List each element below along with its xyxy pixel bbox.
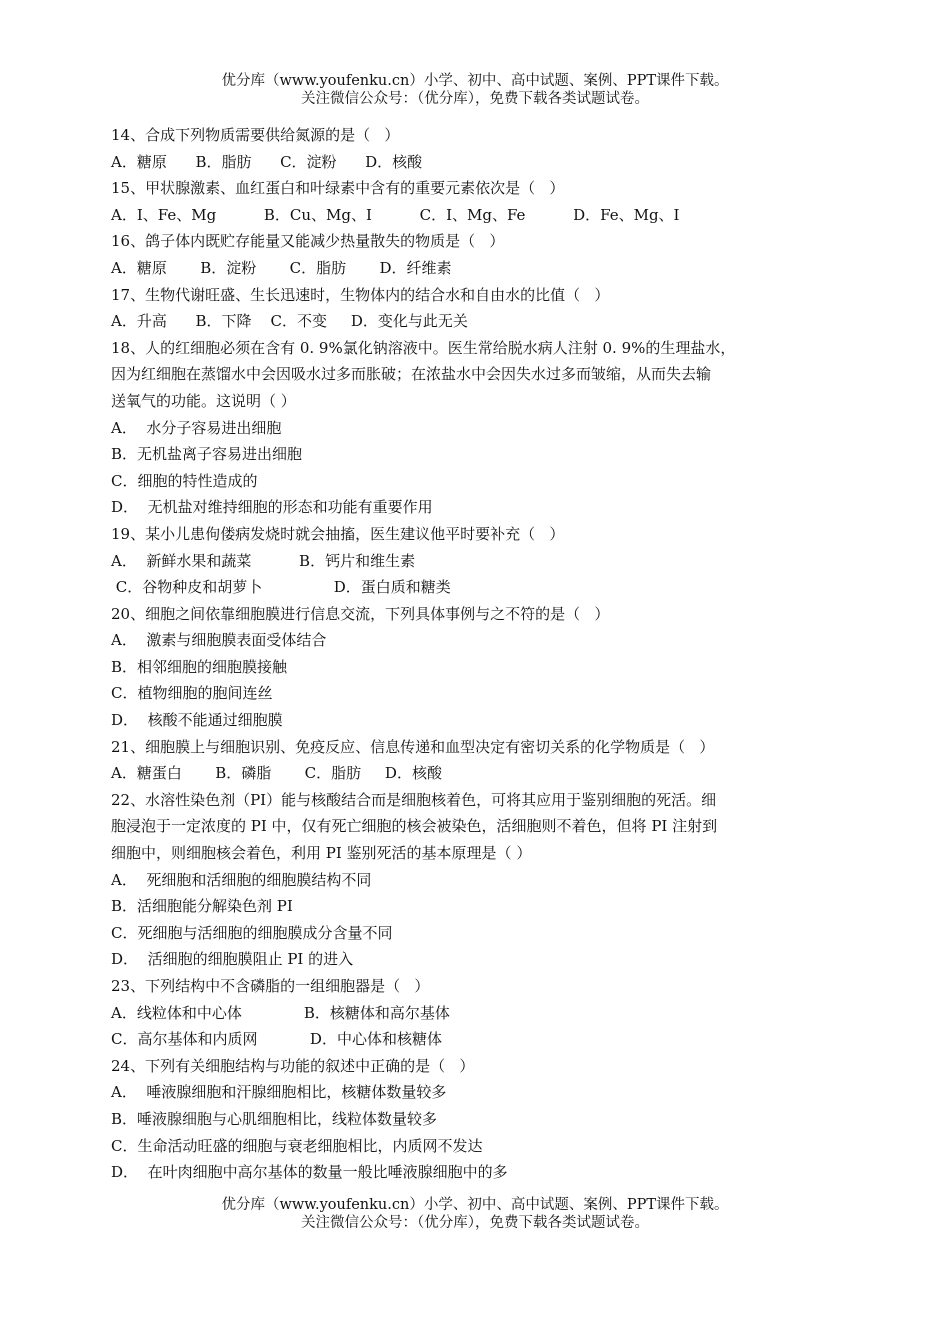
question-line: A． 死细胞和活细胞的细胞膜结构不同 bbox=[111, 870, 372, 889]
question-paragraph: 18、人的红细胞必须在含有 0. 9%氯化钠溶液中。医生常给脱水病人注射 0. 9%的生理盐水， 因为红细胞在蒸馏水中会因吸水过多而胀破；在浓盐水中会因失水过多而皱缩，从而失去输 送氧气的功能。这说明（ ） bbox=[111, 338, 736, 410]
question-line: 19、某小儿患佝偻病发烧时就会抽搐，医生建议他平时要补充（ ） bbox=[111, 524, 565, 543]
question-line: A．糖蛋白 B．磷脂 C．脂肪 D．核酸 bbox=[111, 764, 442, 783]
footer-line-2: 关注微信公众号：（优分库），免费下载各类试题试卷。 bbox=[301, 1215, 649, 1231]
question-paragraph: 22、水溶性染色剂（PI）能与核酸结合而是细胞核着色，可将其应用于鉴别细胞的死活。细 胞浸泡于一定浓度的 PI 中，仅有死亡细胞的核会被染色，活细胞则不着色，但将 PI 注射到 细胞中，则细胞核会着色，利用 PI 鉴别死活的基本原理是（ ） bbox=[111, 790, 718, 863]
question-line: A． 激素与细胞膜表面受体结合 bbox=[111, 631, 327, 650]
question-line: D． 在叶肉细胞中高尔基体的数量一般比唾液腺细胞中的多 bbox=[111, 1163, 508, 1182]
question-line: A． 新鲜水果和蔬菜 B．钙片和维生素 bbox=[111, 551, 416, 570]
question-content bbox=[111, 122, 836, 1186]
question-line: A．糖原 B．淀粉 C．脂肪 D．纤维素 bbox=[111, 258, 452, 277]
question-line: A．线粒体和中心体 B．核糖体和高尔基体 bbox=[111, 1003, 450, 1022]
question-line: C．谷物种皮和胡萝卜 D．蛋白质和糖类 bbox=[111, 578, 451, 597]
question-line: 15、甲状腺激素、血红蛋白和叶绿素中含有的重要元素依次是（ ） bbox=[111, 179, 565, 198]
page-footer bbox=[0, 1196, 950, 1232]
question-line: D． 核酸不能通过细胞膜 bbox=[111, 711, 283, 730]
question-line: B．唾液腺细胞与心肌细胞相比，线粒体数量较多 bbox=[111, 1109, 438, 1128]
question-line: C．高尔基体和内质网 D．中心体和核糖体 bbox=[111, 1030, 442, 1049]
question-line: 16、鸽子体内既贮存能量又能减少热量散失的物质是（ ） bbox=[111, 232, 505, 251]
question-line: 23、下列结构中不含磷脂的一组细胞器是（ ） bbox=[111, 977, 430, 995]
question-line: C．植物细胞的胞间连丝 bbox=[111, 684, 273, 703]
question-line: C．生命活动旺盛的细胞与衰老细胞相比，内质网不发达 bbox=[111, 1136, 483, 1155]
question-line: 21、细胞膜上与细胞识别、免疫反应、信息传递和血型决定有密切关系的化学物质是（ ） bbox=[111, 737, 715, 756]
question-line: 17、生物代谢旺盛、生长迅速时，生物体内的结合水和自由水的比值（ ） bbox=[111, 285, 610, 304]
question-line: A．升高 B．下降 C．不变 D．变化与此无关 bbox=[111, 312, 468, 331]
question-line: A．I、Fe、Mg B．Cu、Mg、I C．I、Mg、Fe D．Fe、Mg、I bbox=[111, 205, 680, 224]
question-line: 24、下列有关细胞结构与功能的叙述中正确的是（ ） bbox=[111, 1056, 475, 1075]
question-line: A． 唾液腺细胞和汗腺细胞相比，核糖体数量较多 bbox=[111, 1083, 447, 1102]
question-line: B．相邻细胞的细胞膜接触 bbox=[111, 657, 288, 676]
header-line-2: 关注微信公众号：（优分库），免费下载各类试题试卷。 bbox=[301, 91, 649, 107]
question-line: D． 无机盐对维持细胞的形态和功能有重要作用 bbox=[111, 498, 433, 517]
question-line: C．死细胞与活细胞的细胞膜成分含量不同 bbox=[111, 923, 393, 942]
page-header bbox=[0, 72, 950, 108]
question-line: B．活细胞能分解染色剂 PI bbox=[111, 897, 293, 916]
question-line: C．细胞的特性造成的 bbox=[111, 471, 258, 490]
question-line: 20、细胞之间依靠细胞膜进行信息交流，下列具体事例与之不符的是（ ） bbox=[111, 604, 610, 623]
footer-line-1: 优分库（www.youfenku.cn）小学、初中、高中试题、案例、PPT课件下载。 bbox=[221, 1197, 729, 1213]
question-line: A． 水分子容易进出细胞 bbox=[111, 418, 282, 437]
question-line: 14、合成下列物质需要供给氮源的是（ ） bbox=[111, 126, 400, 144]
question-line: B．无机盐离子容易进出细胞 bbox=[111, 445, 303, 464]
question-line: D． 活细胞的细胞膜阻止 PI 的进入 bbox=[111, 950, 354, 969]
question-line: A．糖原 B．脂肪 C．淀粉 D．核酸 bbox=[111, 152, 423, 171]
header-line-1: 优分库（www.youfenku.cn）小学、初中、高中试题、案例、PPT课件下载。 bbox=[221, 73, 729, 89]
